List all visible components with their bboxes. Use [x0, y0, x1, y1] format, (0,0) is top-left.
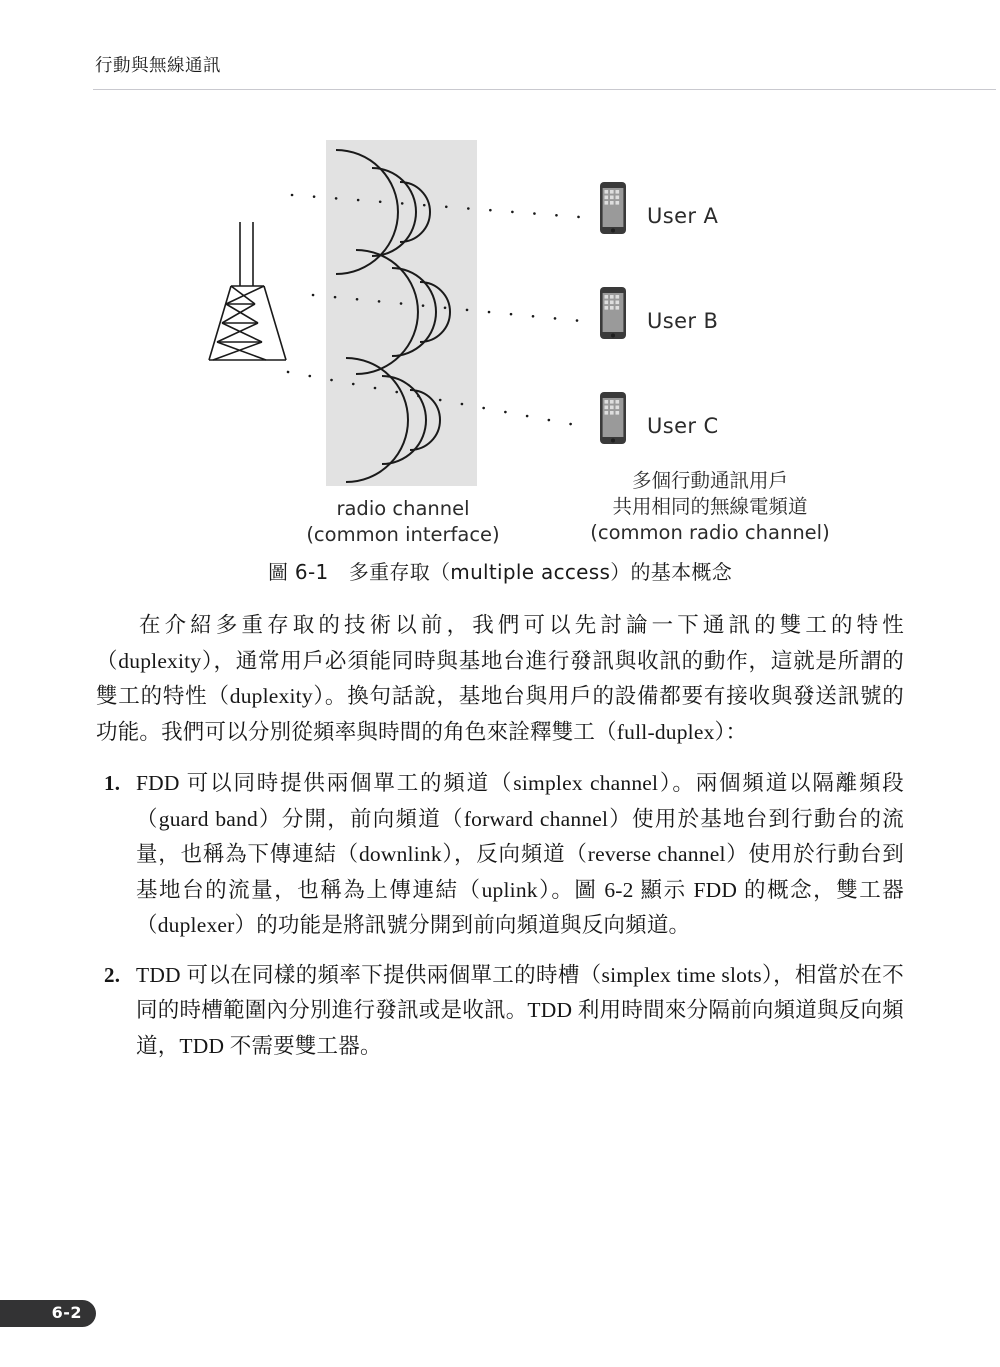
list-item-text: TDD 可以在同樣的頻率下提供兩個單工的時槽（simplex time slots），相當於在不同的時槽範圍內分別進行發訊或是收訊。TDD 利用時間來分隔前向頻道與反向頻道，TDD 不需要雙工器。 [136, 962, 904, 1058]
user-label-a: User A [647, 204, 719, 228]
common-radio-channel-caption-line-3: (common radio channel) [590, 521, 830, 544]
list-item-text: FDD 可以同時提供兩個單工的頻道（simplex channel）。兩個頻道以隔離頻段（guard band）分開，前向頻道（forward channel）使用於基地台到行動台的流量，也稱為下傳連結（downlink），反向頻道（reverse channel）使用於行動台到基地台的流量，也稱為上傳連結（uplink）。圖 6-2 顯示 FDD 的概念，雙工器（duplexer）的功能是將訊號分開到前向頻道與反向頻道。 [136, 771, 904, 937]
list-item-number: 2. [104, 962, 121, 987]
phone-user-a [600, 182, 626, 234]
phone-user-c [600, 392, 626, 444]
common-radio-channel-caption [540, 468, 880, 546]
user-label-b: User B [647, 309, 719, 333]
page-number: 6-2 [51, 1303, 82, 1322]
base-station-tower [209, 222, 286, 360]
duplex-list [96, 766, 904, 1064]
list-item [96, 958, 904, 1065]
figure-illustration [0, 110, 1000, 510]
common-radio-channel-caption-line-2: 共用相同的無線電頻道 [612, 495, 808, 518]
header-divider [93, 89, 996, 90]
list-item-number: 1. [104, 771, 121, 795]
figure-caption: 圖 6-1 多重存取（multiple access）的基本概念 [267, 560, 733, 584]
figure-6-1 [0, 110, 1000, 590]
radio-channel-band [326, 140, 477, 486]
list-item [96, 766, 904, 944]
radio-channel-caption-line-1: radio channel [336, 497, 470, 520]
running-header-title: 行動與無線通訊 [95, 56, 221, 76]
body-text-column [96, 608, 904, 1078]
radio-channel-caption [258, 496, 548, 548]
common-radio-channel-caption-line-1: 多個行動通訊用戶 [631, 469, 788, 492]
user-label-c: User C [647, 414, 719, 438]
radio-channel-caption-line-2: (common interface) [306, 523, 500, 546]
intro-paragraph: 在介紹多重存取的技術以前，我們可以先討論一下通訊的雙工的特性（duplexity），通常用戶必須能同時與基地台進行發訊與收訊的動作，這就是所謂的雙工的特性（duplexity）。換句話說，基地台與用戶的設備都要有接收與發送訊號的功能。我們可以分別從頻率與時間的角色來詮釋雙工（full-duplex）： [96, 613, 904, 744]
phone-user-b [600, 287, 626, 339]
page-number-tab [0, 1300, 96, 1327]
